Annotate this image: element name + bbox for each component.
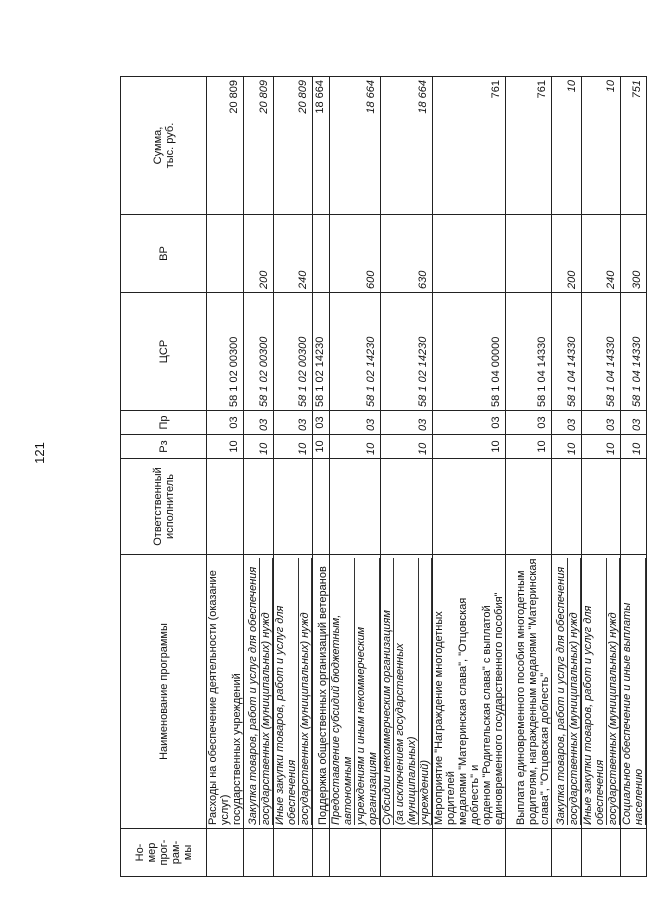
- vr-cell: 240: [274, 215, 313, 293]
- vr-cell: 630: [381, 215, 433, 293]
- executor-cell: [433, 459, 506, 555]
- program-number-cell: [207, 829, 244, 877]
- sum-cell: 20 809: [274, 77, 313, 215]
- program-name-line: Закупка товаров, работ и услуг для обеспечения: [555, 558, 568, 825]
- text-line: тыс. руб.: [163, 122, 176, 169]
- vr-cell: [506, 215, 552, 293]
- program-number-cell: [582, 829, 621, 877]
- pr-cell: 03: [313, 411, 330, 435]
- header-rz: Рз: [121, 435, 207, 459]
- table-row: [433, 77, 506, 877]
- pr-cell: 03: [621, 411, 647, 435]
- executor-cell: [313, 459, 330, 555]
- header-program-name: Наименование программы: [121, 555, 207, 829]
- program-name-cell: [274, 555, 313, 829]
- pr-cell: 03: [506, 411, 552, 435]
- vr-cell: 200: [552, 215, 582, 293]
- program-name-line: единовременного государственного пособия": [493, 592, 505, 825]
- sum-cell: 18 664: [381, 77, 433, 215]
- table-row: [506, 77, 552, 877]
- pr-cell: 03: [244, 411, 274, 435]
- csr-cell: 58 1 02 14230: [381, 293, 433, 411]
- table-row: [582, 77, 621, 877]
- pr-cell: 03: [274, 411, 313, 435]
- program-name-line: Мероприятие "Награждение многодетных родителей: [433, 611, 457, 825]
- csr-cell: 58 1 04 14330: [506, 293, 552, 411]
- program-name-line: государственных (муниципальных) нужд: [607, 558, 620, 825]
- program-name-line: (за исключением государственных (муниципальных): [394, 558, 419, 825]
- csr-cell: 58 1 04 14330: [621, 293, 647, 411]
- pr-cell: 03: [582, 411, 621, 435]
- csr-cell: 58 1 02 14230: [313, 293, 330, 411]
- text-line: мер: [145, 842, 158, 863]
- program-name-line: государственных учреждений: [231, 673, 243, 825]
- budget-table: [120, 76, 647, 877]
- sum-cell: 10: [582, 77, 621, 215]
- program-name-cell: [433, 555, 506, 829]
- header-vr: ВР: [121, 215, 207, 293]
- header-executor: [121, 459, 207, 555]
- rz-cell: 10: [313, 435, 330, 459]
- program-name-line: учреждений): [419, 558, 432, 825]
- text-line: исполнитель: [163, 474, 176, 539]
- rz-cell: 10: [552, 435, 582, 459]
- program-name-line: Социальное обеспечение и иные выплаты населению: [621, 558, 646, 825]
- sum-cell: 20 809: [244, 77, 274, 215]
- rz-cell: 10: [244, 435, 274, 459]
- program-name-cell: [552, 555, 582, 829]
- pr-cell: 03: [433, 411, 506, 435]
- executor-cell: [582, 459, 621, 555]
- csr-cell: 58 1 02 00300: [274, 293, 313, 411]
- rz-cell: 10: [207, 435, 244, 459]
- table-body: [207, 77, 647, 877]
- rz-cell: 10: [433, 435, 506, 459]
- program-number-cell: [381, 829, 433, 877]
- program-name-line: Закупка товаров, работ и услуг для обеспечения: [247, 558, 260, 825]
- text-line: Сумма,: [151, 126, 164, 165]
- table-row: [207, 77, 244, 877]
- program-number-cell: [621, 829, 647, 877]
- header-row: [121, 77, 207, 877]
- program-name-line: государственных (муниципальных) нужд: [260, 558, 273, 825]
- program-name-line: Иные закупки товаров, работ и услуг для обеспечения: [582, 558, 607, 825]
- program-name-line: медалями "Материнская слава", "Отцовская доблесть" и: [457, 597, 481, 825]
- program-name-cell: [582, 555, 621, 829]
- text-line: мы: [181, 844, 194, 861]
- text-line: прог-: [157, 839, 170, 866]
- program-number-cell: [313, 829, 330, 877]
- rz-cell: 10: [582, 435, 621, 459]
- text-line: Но-: [133, 843, 146, 862]
- sum-cell: 10: [552, 77, 582, 215]
- rz-cell: 10: [274, 435, 313, 459]
- program-name-cell: [381, 555, 433, 829]
- pr-cell: 03: [552, 411, 582, 435]
- page-number: 121: [32, 442, 47, 464]
- program-name-line: Расходы на обеспечение деятельности (оказание услуг): [207, 570, 231, 825]
- program-name-line: родителям, награжденным медалями "Материнская: [527, 558, 539, 825]
- csr-cell: 58 1 04 14330: [582, 293, 621, 411]
- rz-cell: 10: [506, 435, 552, 459]
- sum-cell: 18 664: [330, 77, 381, 215]
- program-name-cell: [207, 555, 244, 829]
- program-name-line: учреждениям и иным некоммерческим организациям: [355, 558, 380, 825]
- table-row: [274, 77, 313, 877]
- program-name-cell: [313, 555, 330, 829]
- pr-cell: 03: [207, 411, 244, 435]
- table-row: [552, 77, 582, 877]
- sum-cell: 20 809: [207, 77, 244, 215]
- header-pr: Пр: [121, 411, 207, 435]
- pr-cell: 03: [330, 411, 381, 435]
- program-number-cell: [506, 829, 552, 877]
- header-sum: [121, 77, 207, 215]
- executor-cell: [330, 459, 381, 555]
- program-name-line: Субсидии некоммерческим организациям: [381, 558, 394, 825]
- vr-cell: [207, 215, 244, 293]
- csr-cell: 58 1 02 00300: [207, 293, 244, 411]
- header-program-number: [121, 829, 207, 877]
- table-row: [381, 77, 433, 877]
- table-row: [244, 77, 274, 877]
- program-number-cell: [433, 829, 506, 877]
- sum-cell: 751: [621, 77, 647, 215]
- rz-cell: 10: [381, 435, 433, 459]
- program-name-line: Поддержка общественных организаций ветеранов: [317, 566, 329, 825]
- vr-cell: 240: [582, 215, 621, 293]
- executor-cell: [506, 459, 552, 555]
- csr-cell: 58 1 02 00300: [244, 293, 274, 411]
- vr-cell: 300: [621, 215, 647, 293]
- program-name-line: Выплата единовременного пособия многодетным: [515, 570, 527, 825]
- sum-cell: 761: [506, 77, 552, 215]
- text-line: рам-: [169, 840, 182, 865]
- program-name-line: Предоставление субсидий бюджетным, автономным: [330, 558, 355, 825]
- program-number-cell: [330, 829, 381, 877]
- table-row: [330, 77, 381, 877]
- table-row: [313, 77, 330, 877]
- text-line: Ответственный: [151, 467, 164, 546]
- vr-cell: [433, 215, 506, 293]
- rz-cell: 10: [330, 435, 381, 459]
- executor-cell: [621, 459, 647, 555]
- csr-cell: 58 1 04 00000: [433, 293, 506, 411]
- program-number-cell: [274, 829, 313, 877]
- vr-cell: [313, 215, 330, 293]
- program-name-cell: [506, 555, 552, 829]
- rz-cell: 10: [621, 435, 647, 459]
- csr-cell: 58 1 02 14230: [330, 293, 381, 411]
- program-name-line: слава", "Отцовская доблесть": [539, 672, 551, 825]
- sum-cell: 761: [433, 77, 506, 215]
- csr-cell: 58 1 04 14330: [552, 293, 582, 411]
- program-name-line: орденом "Родительская слава" с выплатой: [481, 605, 493, 825]
- executor-cell: [244, 459, 274, 555]
- program-name-line: государственных (муниципальных) нужд: [299, 558, 312, 825]
- program-number-cell: [244, 829, 274, 877]
- pr-cell: 03: [381, 411, 433, 435]
- executor-cell: [552, 459, 582, 555]
- executor-cell: [207, 459, 244, 555]
- vr-cell: 200: [244, 215, 274, 293]
- executor-cell: [381, 459, 433, 555]
- program-name-cell: [621, 555, 647, 829]
- vr-cell: 600: [330, 215, 381, 293]
- header-csr: ЦСР: [121, 293, 207, 411]
- executor-cell: [274, 459, 313, 555]
- program-number-cell: [552, 829, 582, 877]
- program-name-cell: [244, 555, 274, 829]
- table-row: [621, 77, 647, 877]
- program-name-line: государственных (муниципальных) нужд: [568, 558, 581, 825]
- program-name-line: Иные закупки товаров, работ и услуг для обеспечения: [274, 558, 299, 825]
- sum-cell: 18 664: [313, 77, 330, 215]
- budget-table-container: [120, 77, 645, 877]
- program-name-cell: [330, 555, 381, 829]
